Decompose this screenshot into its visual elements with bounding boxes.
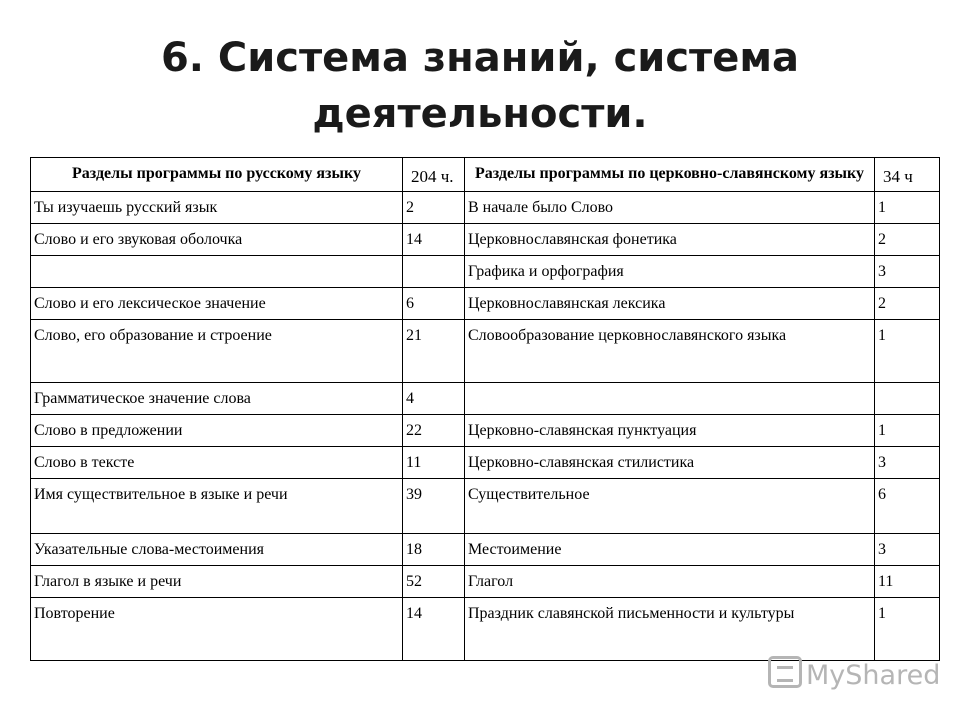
russian-section-cell: Повторение (31, 598, 403, 661)
russian-hours-cell: 22 (403, 415, 465, 447)
header-russian-hours: 204 ч. (403, 158, 465, 192)
church-slavonic-hours-cell: 3 (875, 534, 940, 566)
russian-hours-cell (403, 256, 465, 288)
russian-hours-cell: 39 (403, 479, 465, 534)
russian-hours-cell: 18 (403, 534, 465, 566)
russian-section-cell (31, 256, 403, 288)
myshared-watermark (768, 656, 940, 691)
church-slavonic-section-cell: Графика и орфография (465, 256, 875, 288)
table-row (31, 566, 940, 598)
table-row (31, 288, 940, 320)
church-slavonic-hours-cell: 2 (875, 288, 940, 320)
title-line-1: 6. Система знаний, система (160, 35, 800, 81)
curriculum-table (30, 157, 940, 661)
church-slavonic-hours-cell: 1 (875, 415, 940, 447)
russian-section-cell: Указательные слова-местоимения (31, 534, 403, 566)
russian-hours-cell: 2 (403, 192, 465, 224)
myshared-logo-icon (768, 656, 802, 688)
russian-section-cell: Слово, его образование и строение (31, 320, 403, 383)
russian-section-cell: Слово и его звуковая оболочка (31, 224, 403, 256)
russian-section-cell: Грамматическое значение слова (31, 383, 403, 415)
church-slavonic-section-cell: Существительное (465, 479, 875, 534)
russian-section-cell: Имя существительное в языке и речи (31, 479, 403, 534)
page-title (0, 30, 960, 142)
church-slavonic-hours-cell: 1 (875, 192, 940, 224)
table-row (31, 415, 940, 447)
church-slavonic-section-cell: Словообразование церковнославянского языка (465, 320, 875, 383)
table-row (31, 192, 940, 224)
table-row (31, 320, 940, 383)
church-slavonic-hours-cell: 2 (875, 224, 940, 256)
russian-hours-cell: 52 (403, 566, 465, 598)
church-slavonic-hours-cell: 3 (875, 447, 940, 479)
church-slavonic-hours-cell: 1 (875, 598, 940, 661)
table-row (31, 598, 940, 661)
russian-section-cell: Слово и его лексическое значение (31, 288, 403, 320)
header-church-slavonic-sections: Разделы программы по церковно-славянскому языку (465, 158, 875, 192)
church-slavonic-section-cell: Церковнославянская лексика (465, 288, 875, 320)
table-row (31, 383, 940, 415)
church-slavonic-hours-cell: 1 (875, 320, 940, 383)
table-row (31, 224, 940, 256)
church-slavonic-section-cell: Глагол (465, 566, 875, 598)
table-row (31, 534, 940, 566)
russian-section-cell: Слово в предложении (31, 415, 403, 447)
church-slavonic-section-cell (465, 383, 875, 415)
table-row (31, 479, 940, 534)
russian-section-cell: Слово в тексте (31, 447, 403, 479)
church-slavonic-section-cell: В начале было Слово (465, 192, 875, 224)
table-row (31, 256, 940, 288)
church-slavonic-hours-cell: 3 (875, 256, 940, 288)
church-slavonic-hours-cell: 6 (875, 479, 940, 534)
church-slavonic-section-cell: Церковно-славянская стилистика (465, 447, 875, 479)
watermark-text: MyShared (806, 660, 941, 691)
table-row (31, 447, 940, 479)
russian-hours-cell: 11 (403, 447, 465, 479)
title-line-2: деятельности. (312, 91, 648, 137)
church-slavonic-section-cell: Местоимение (465, 534, 875, 566)
header-church-slavonic-hours: 34 ч (875, 158, 940, 192)
church-slavonic-section-cell: Церковнославянская фонетика (465, 224, 875, 256)
russian-hours-cell: 14 (403, 598, 465, 661)
header-russian-sections: Разделы программы по русскому языку (31, 158, 403, 192)
russian-hours-cell: 14 (403, 224, 465, 256)
russian-hours-cell: 6 (403, 288, 465, 320)
russian-hours-cell: 21 (403, 320, 465, 383)
russian-hours-cell: 4 (403, 383, 465, 415)
church-slavonic-section-cell: Церковно-славянская пунктуация (465, 415, 875, 447)
russian-section-cell: Глагол в языке и речи (31, 566, 403, 598)
russian-section-cell: Ты изучаешь русский язык (31, 192, 403, 224)
church-slavonic-section-cell: Праздник славянской письменности и культуры (465, 598, 875, 661)
church-slavonic-hours-cell: 11 (875, 566, 940, 598)
church-slavonic-hours-cell (875, 383, 940, 415)
